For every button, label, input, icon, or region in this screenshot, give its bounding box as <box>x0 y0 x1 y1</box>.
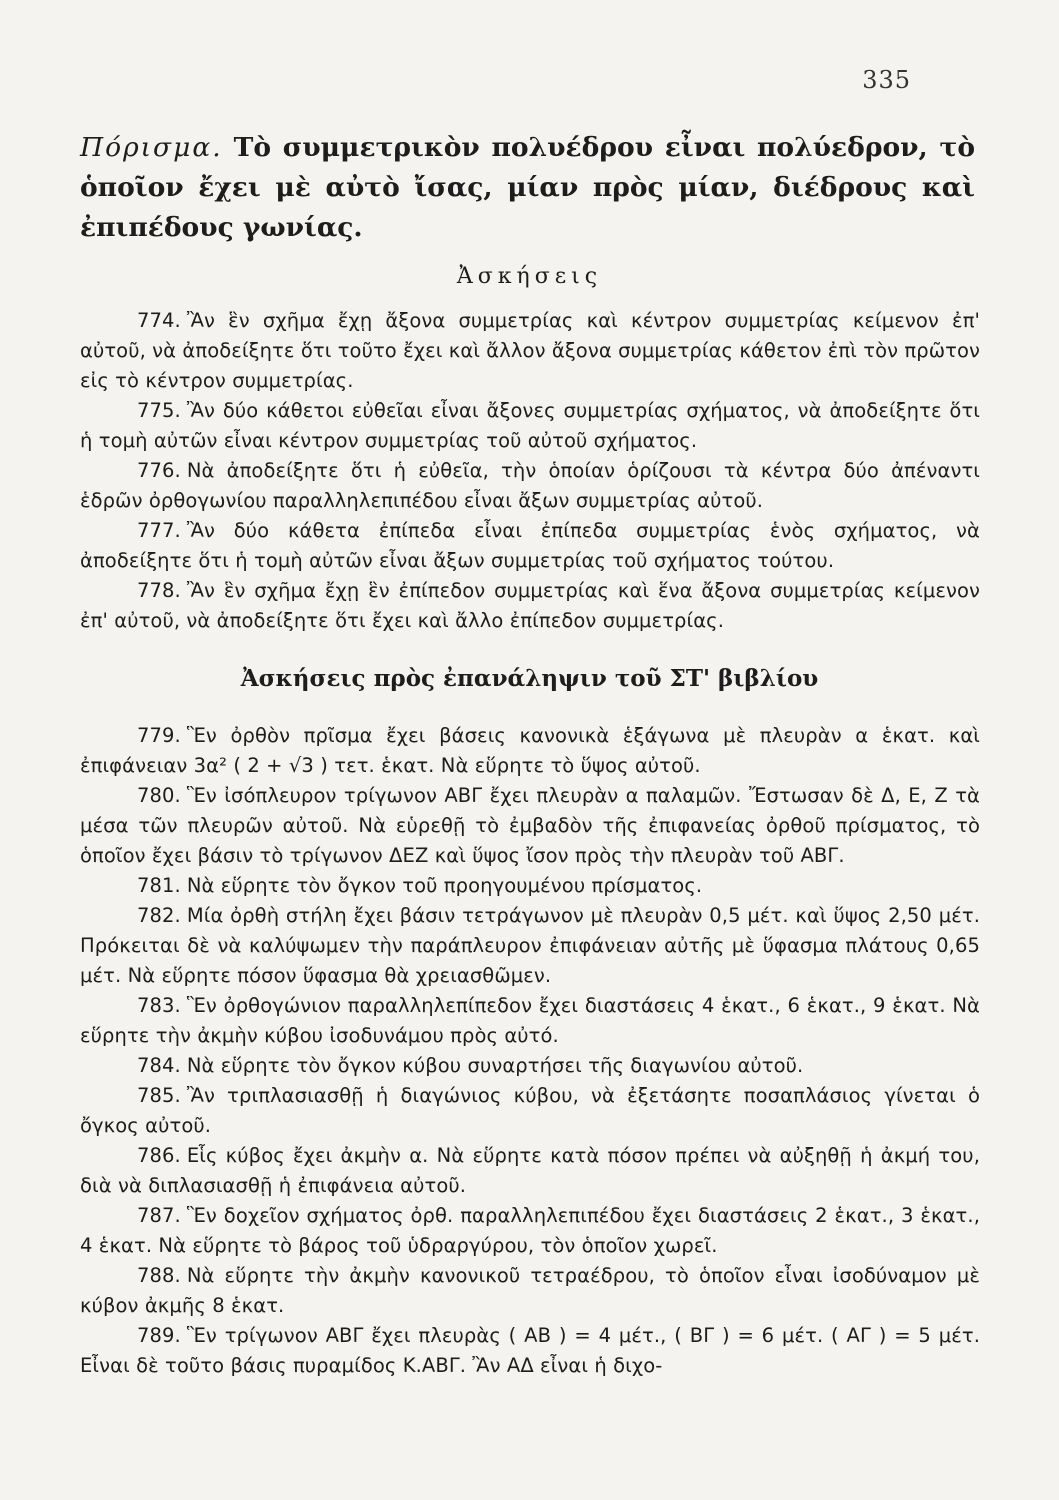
exercise-item <box>80 1201 980 1261</box>
exercise-text: Ἂν ἓν σχῆμα ἔχῃ ἄξονα συμμετρίας καὶ κέντρον συμμετρίας κείμενον ἐπ' αὐτοῦ, νὰ ἀποδείξητε ὅτι τοῦτο ἔχει καὶ ἄλλον ἄξονα συμμετρίας κάθετον ἐπὶ τὸν πρῶτον εἰς τὸ κέντρον συμμετρίας. <box>80 309 981 392</box>
exercise-text: Ἂν δύο κάθετοι εὐθεῖαι εἶναι ἄξονες συμμετρίας σχήματος, νὰ ἀποδείξητε ὅτι ἡ τομὴ αὐτῶν εἶναι κέντρον συμμετρίας τοῦ αὐτοῦ σχήματος. <box>80 399 980 452</box>
exercise-item <box>80 1051 980 1081</box>
exercise-item <box>80 456 980 516</box>
exercise-text: Ἓν τρίγωνον ΑΒΓ ἔχει πλευρὰς ( ΑΒ ) = 4 μέτ., ( ΒΓ ) = 6 μέτ. ( ΑΓ ) = 5 μέτ. Εἶναι δὲ τοῦτο βάσις πυραμίδος Κ.ΑΒΓ. Ἂν ΑΔ εἶναι ἡ διχο- <box>80 1324 980 1377</box>
exercise-text: Μία ὀρθὴ στήλη ἔχει βάσιν τετράγωνον μὲ πλευρὰν 0,5 μέτ. καὶ ὕψος 2,50 μέτ. Πρόκειται δὲ νὰ καλύψωμεν τὴν παράπλευρον ἐπιφάνειαν αὐτῆς μὲ ὕφασμα πλάτους 0,65 μέτ. Νὰ εὕρητε πόσον ὕφασμα θὰ χρειασθῶμεν. <box>80 904 980 987</box>
exercise-item <box>80 1081 980 1141</box>
exercise-text: Ἂν δύο κάθετα ἐπίπεδα εἶναι ἐπίπεδα συμμετρίας ἑνὸς σχήματος, νὰ ἀποδείξητε ὅτι ἡ τομὴ αὐτῶν εἶναι ἄξων συμμετρίας τοῦ σχήματος τούτου. <box>80 519 980 572</box>
exercise-item <box>80 721 980 781</box>
exercise-item <box>80 1321 980 1381</box>
exercise-number: 779. <box>137 724 181 747</box>
exercise-text: Ἓν δοχεῖον σχήματος ὀρθ. παραλληλεπιπέδου ἔχει διαστάσεις 2 ἑκατ., 3 ἑκατ., 4 ἑκατ. Νὰ εὕρητε τὸ βάρος τοῦ ὑδραργύρου, τὸν ὁποῖον χωρεῖ. <box>80 1204 980 1257</box>
exercise-item <box>80 396 980 456</box>
exercises-list <box>80 306 980 636</box>
exercise-item <box>80 516 980 576</box>
exercises-heading: Ἀσκήσεις <box>456 264 603 289</box>
exercise-number: 780. <box>137 784 181 807</box>
exercise-text: Εἷς κύβος ἔχει ἀκμὴν α. Νὰ εὕρητε κατὰ πόσον πρέπει νὰ αὐξηθῇ ἡ ἀκμή του, διὰ νὰ διπλασιασθῇ ἡ ἐπιφάνεια αὐτοῦ. <box>80 1144 980 1197</box>
exercise-item <box>80 991 980 1051</box>
exercise-item <box>80 1141 980 1201</box>
exercise-number: 785. <box>137 1084 181 1107</box>
exercise-number: 776. <box>137 459 181 482</box>
exercise-text: Ἓν ὀρθὸν πρῖσμα ἔχει βάσεις κανονικὰ ἑξάγωνα μὲ πλευρὰν α ἑκατ. καὶ ἐπιφάνειαν 3α² ( 2 + √3 ) τετ. ἑκατ. Νὰ εὕρητε τὸ ὕψος αὐτοῦ. <box>80 724 980 777</box>
porisma-statement: Τὸ συμμετρικὸν πολυέδρου εἶναι πολύεδρον, τὸ ὁποῖον ἔχει μὲ αὐτὸ ἴσας, μίαν πρὸς μίαν, διέδρους καὶ ἐπιπέδους γωνίας. <box>80 132 975 243</box>
porisma-label: Πόρισμα. <box>80 132 223 163</box>
exercise-text: Ἓν ἰσόπλευρον τρίγωνον ΑΒΓ ἔχει πλευρὰν α παλαμῶν. Ἔστωσαν δὲ Δ, Ε, Ζ τὰ μέσα τῶν πλευρῶν αὐτοῦ. Νὰ εὑρεθῇ τὸ ἐμβαδὸν τῆς ἐπιφανείας ὀρθοῦ πρίσματος, τὸ ὁποῖον ἔχει βάσιν τὸ τρίγωνον ΔΕΖ καὶ ὕψος ἴσον πρὸς τὴν πλευρὰν τοῦ ΑΒΓ. <box>80 784 980 867</box>
exercise-number: 778. <box>137 579 181 602</box>
exercise-item <box>80 306 980 396</box>
exercise-number: 784. <box>137 1054 181 1077</box>
exercise-number: 782. <box>137 904 181 927</box>
exercise-text: Νὰ εὕρητε τὸν ὄγκον κύβου συναρτήσει τῆς διαγωνίου αὐτοῦ. <box>186 1054 804 1077</box>
exercise-number: 783. <box>137 994 181 1017</box>
exercise-item <box>80 781 980 871</box>
exercise-text: Νὰ εὕρητε τὸν ὄγκον τοῦ προηγουμένου πρίσματος. <box>186 874 703 897</box>
exercise-item <box>80 871 980 901</box>
exercise-number: 774. <box>137 309 181 332</box>
page-number: 335 <box>862 66 911 94</box>
review-exercises-list <box>80 721 980 1381</box>
exercise-number: 788. <box>137 1264 181 1287</box>
exercise-text: Νὰ εὕρητε τὴν ἀκμὴν κανονικοῦ τετραέδρου, τὸ ὁποῖον εἶναι ἰσοδύναμον μὲ κύβον ἀκμῆς 8 ἑκατ. <box>80 1264 980 1317</box>
exercise-item <box>80 1261 980 1321</box>
exercise-number: 786. <box>137 1144 181 1167</box>
exercise-text: Ἂν ἓν σχῆμα ἔχῃ ἓν ἐπίπεδον συμμετρίας καὶ ἕνα ἄξονα συμμετρίας κείμενον ἐπ' αὐτοῦ, νὰ ἀποδείξητε ὅτι ἔχει καὶ ἄλλο ἐπίπεδον συμμετρίας. <box>80 579 980 632</box>
exercise-number: 781. <box>137 874 181 897</box>
exercise-text: Νὰ ἀποδείξητε ὅτι ἡ εὐθεῖα, τὴν ὁποίαν ὁρίζουσι τὰ κέντρα δύο ἀπέναντι ἑδρῶν ὀρθογωνίου παραλληλεπιπέδου εἶναι ἄξων συμμετρίας αὐτοῦ. <box>80 459 980 512</box>
exercise-number: 787. <box>137 1204 181 1227</box>
exercise-item <box>80 901 980 991</box>
exercise-number: 777. <box>137 519 181 542</box>
review-heading: Ἀσκήσεις πρὸς ἐπανάληψιν τοῦ ΣΤ' βιβλίου <box>240 665 819 692</box>
porisma-paragraph <box>80 128 975 248</box>
exercise-item <box>80 576 980 636</box>
exercise-text: Ἓν ὀρθογώνιον παραλληλεπίπεδον ἔχει διαστάσεις 4 ἑκατ., 6 ἑκατ., 9 ἑκατ. Νὰ εὕρητε τὴν ἀκμὴν κύβου ἰσοδυνάμου πρὸς αὐτό. <box>80 994 980 1047</box>
exercise-number: 775. <box>137 399 181 422</box>
exercise-number: 789. <box>137 1324 181 1347</box>
exercise-text: Ἂν τριπλασιασθῇ ἡ διαγώνιος κύβου, νὰ ἐξετάσητε ποσαπλάσιος γίνεται ὁ ὄγκος αὐτοῦ. <box>80 1084 980 1137</box>
